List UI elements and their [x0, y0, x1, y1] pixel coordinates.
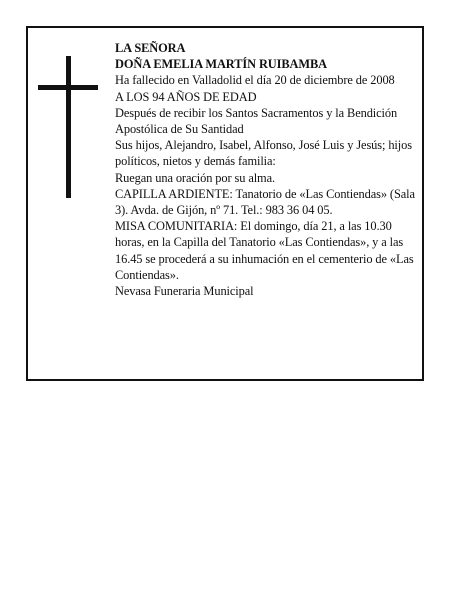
cross-vertical-bar: [66, 56, 71, 198]
cross-horizontal-bar: [38, 85, 98, 90]
prayer-request: Ruegan una oración por su alma.: [115, 170, 275, 185]
sacraments-line: Después de recibir los Santos Sacramentos y la Bendición Apostólica de Su Santidad: [115, 105, 398, 137]
chapel-info: CAPILLA ARDIENTE: Tanatorio de «Las Contiendas» (Sala 3). Avda. de Gijón, nº 71. Tel.: 983 36 04 05.: [115, 186, 415, 218]
mass-info: MISA COMUNITARIA: El domingo, día 21, a las 10.30 horas, en la Capilla del Tanatorio «Las Contiendas», y a las 16.45 se procederá a su inhumación en el cementerio de «Las Contiendas».: [115, 219, 414, 282]
family-line: Sus hijos, Alejandro, Isabel, Alfonso, José Luis y Jesús; hijos políticos, nietos y demás familia:: [115, 138, 412, 169]
cross-icon: [38, 56, 98, 198]
age-line: A LOS 94 AÑOS DE EDAD: [115, 89, 257, 104]
funeral-home: Nevasa Funeraria Municipal: [115, 284, 254, 299]
deceased-name: DOÑA EMELIA MARTÍN RUIBAMBA: [115, 57, 327, 72]
heading-title: LA SEÑORA: [115, 41, 186, 55]
obituary-text: [115, 40, 423, 299]
obituary-notice: [26, 26, 424, 381]
death-notice: Ha fallecido en Valladolid el día 20 de diciembre de 2008: [115, 73, 395, 88]
